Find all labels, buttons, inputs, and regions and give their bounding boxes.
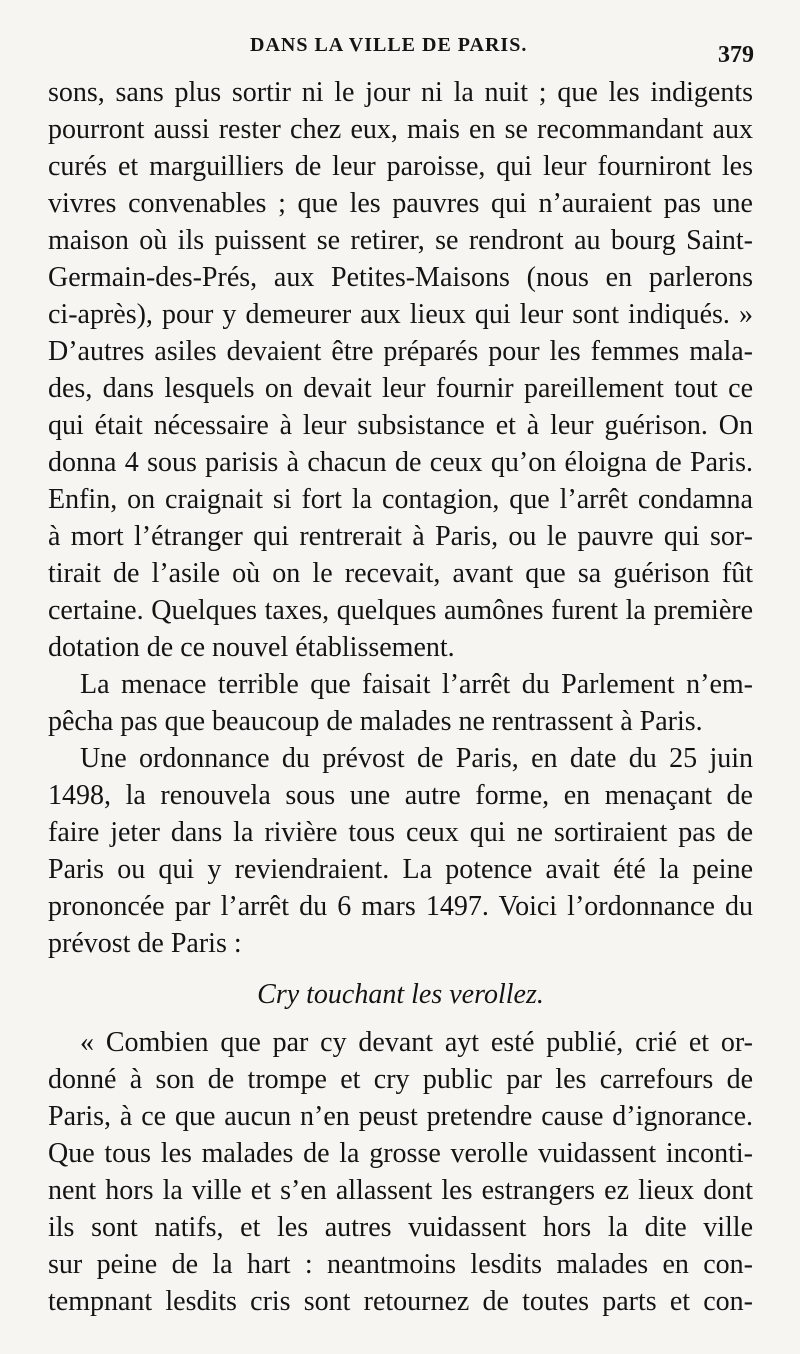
text-line: maison où ils puissent se retirer, se rendront au bourg Saint- xyxy=(48,225,753,256)
text-line: « Combien que par cy devant ayt esté publié, crié et or- xyxy=(80,1027,753,1058)
text-line: vivres convenables ; que les pauvres qui n’auraient pas une xyxy=(48,188,753,219)
text-line: Paris ou qui y reviendraient. La potence avait été la peine xyxy=(48,854,753,885)
text-line: tempnant lesdits cris sont retournez de toutes parts et con- xyxy=(48,1286,753,1317)
text-line: faire jeter dans la rivière tous ceux qui ne sortiraient pas de xyxy=(48,817,753,848)
text-line: D’autres asiles devaient être préparés pour les femmes mala- xyxy=(48,336,753,367)
text-line: Germain-des-Prés, aux Petites-Maisons (nous en parlerons xyxy=(48,262,753,293)
text-line: dotation de ce nouvel établissement. xyxy=(48,632,455,663)
text-line: sur peine de la hart : neantmoins lesdits malades en con- xyxy=(48,1249,753,1280)
text-line: ci-après), pour y demeurer aux lieux qui leur sont indiqués. » xyxy=(48,299,753,330)
text-line: sons, sans plus sortir ni le jour ni la nuit ; que les indigents xyxy=(48,77,753,108)
text-line: à mort l’étranger qui rentrerait à Paris, ou le pauvre qui sor- xyxy=(48,521,753,552)
text-line: qui était nécessaire à leur subsistance et à leur guérison. On xyxy=(48,410,753,441)
text-line: La menace terrible que faisait l’arrêt du Parlement n’em- xyxy=(80,669,753,700)
text-line: ils sont natifs, et les autres vuidassent hors la dite ville xyxy=(48,1212,753,1243)
running-title: DANS LA VILLE DE PARIS. xyxy=(250,34,528,56)
text-line: tirait de l’asile où on le recevait, avant que sa guérison fût xyxy=(48,558,753,589)
text-line: certaine. Quelques taxes, quelques aumônes furent la première xyxy=(48,595,753,626)
text-line: prévost de Paris : xyxy=(48,928,242,959)
section-heading: Cry touchant les verollez. xyxy=(257,979,544,1010)
page-number: 379 xyxy=(718,42,754,68)
text-line: nent hors la ville et s’en allassent les estrangers ez lieux dont xyxy=(48,1175,753,1206)
text-line: donna 4 sous parisis à chacun de ceux qu’on éloigna de Paris. xyxy=(48,447,753,478)
text-line: donné à son de trompe et cry public par les carrefours de xyxy=(48,1064,753,1095)
text-line: Enfin, on craignait si fort la contagion, que l’arrêt condamna xyxy=(48,484,753,515)
text-line: prononcée par l’arrêt du 6 mars 1497. Voici l’ordonnance du xyxy=(48,891,753,922)
text-line: des, dans lesquels on devait leur fournir pareillement tout ce xyxy=(48,373,753,404)
running-head xyxy=(0,30,800,70)
text-line: pourront aussi rester chez eux, mais en se recommandant aux xyxy=(48,114,753,145)
text-line: 1498, la renouvela sous une autre forme, en menaçant de xyxy=(48,780,753,811)
text-line: pêcha pas que beaucoup de malades ne rentrassent à Paris. xyxy=(48,706,703,737)
text-line: Une ordonnance du prévost de Paris, en date du 25 juin xyxy=(80,743,753,774)
text-line: Paris, à ce que aucun n’en peust pretendre cause d’ignorance. xyxy=(48,1101,753,1132)
text-line: Que tous les malades de la grosse verolle vuidassent inconti- xyxy=(48,1138,753,1169)
text-line: curés et marguilliers de leur paroisse, qui leur fourniront les xyxy=(48,151,753,182)
